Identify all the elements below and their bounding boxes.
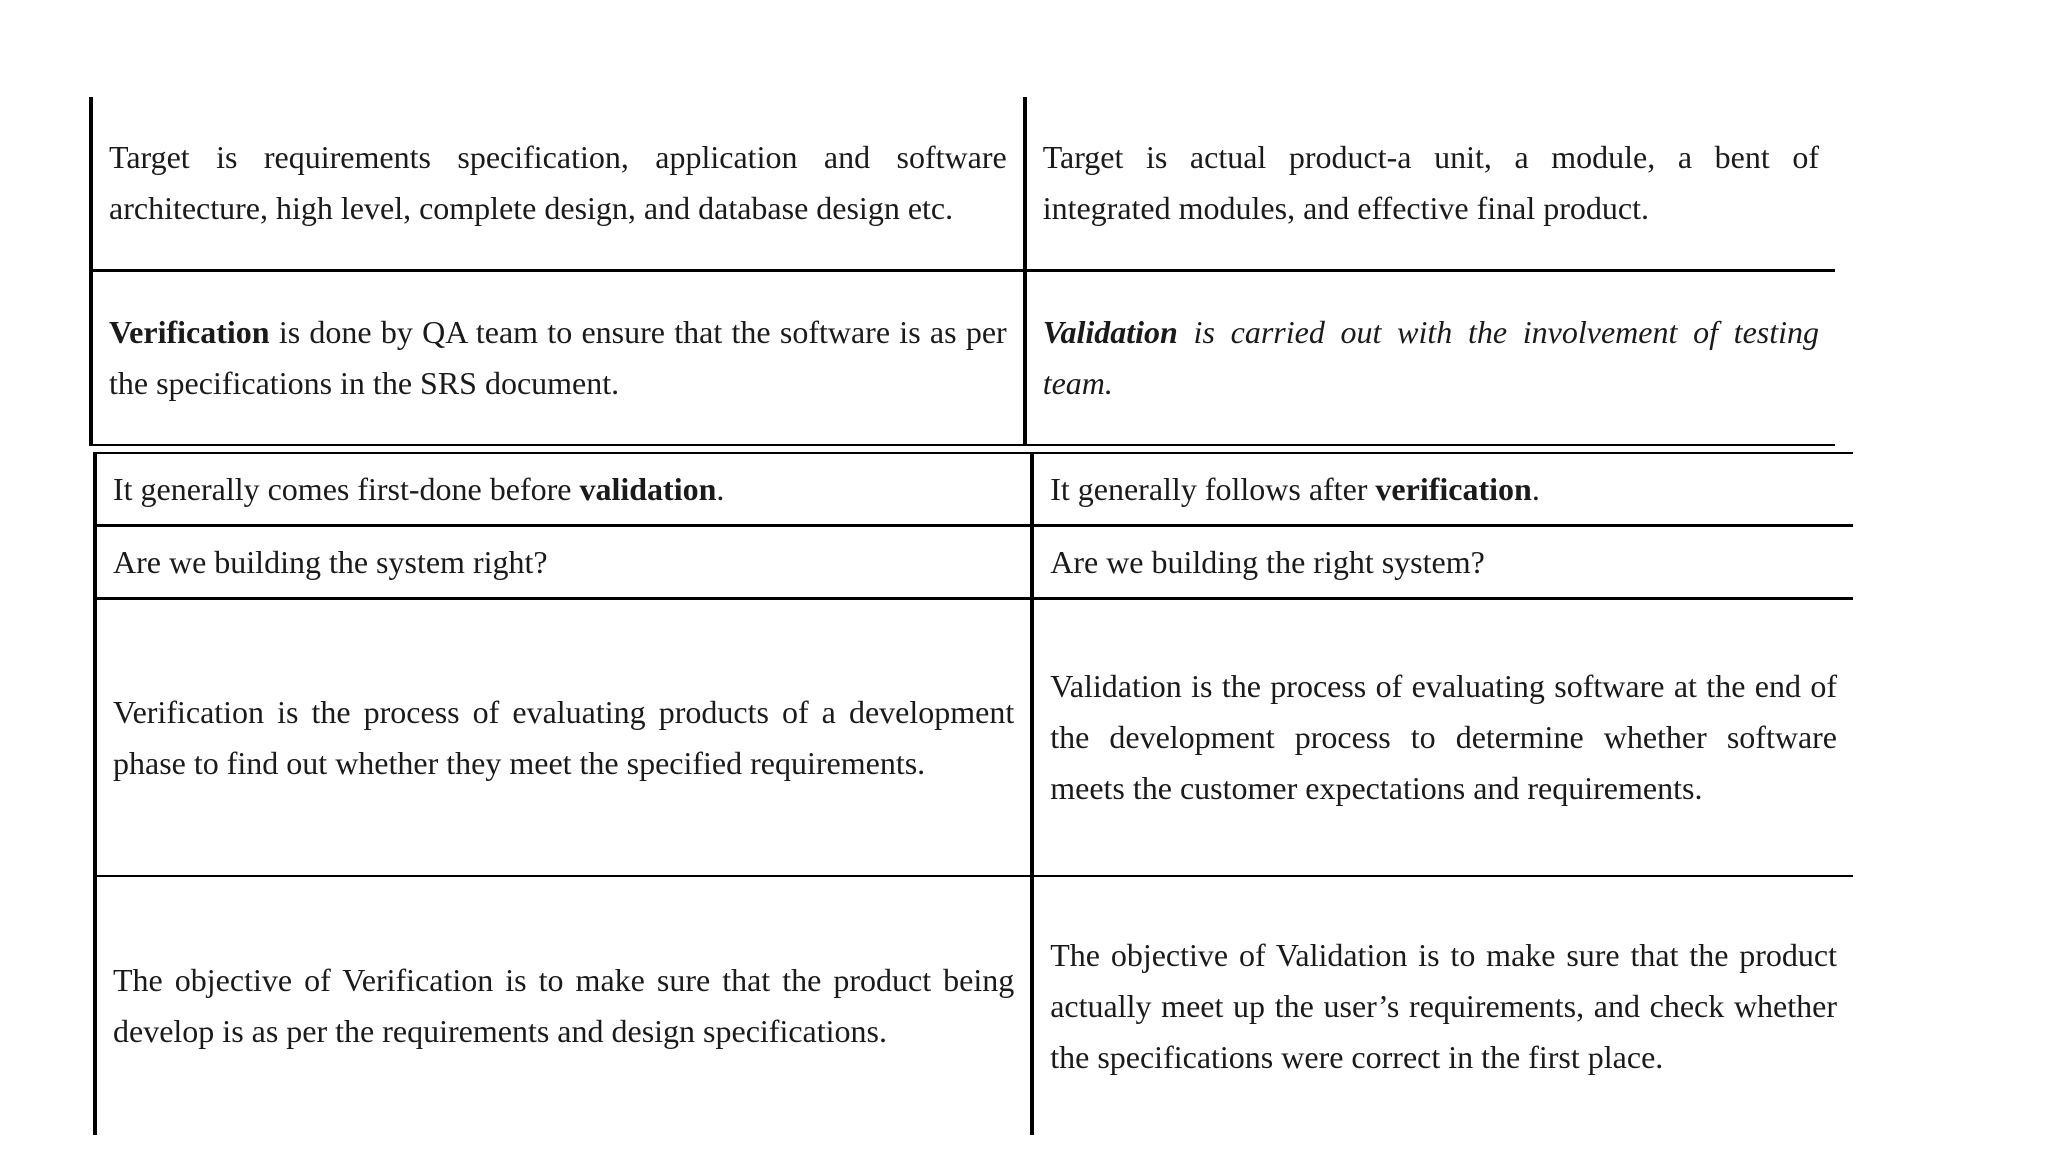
- cell-text: Are we building the system right?: [113, 543, 548, 580]
- verification-cell: [91, 97, 1025, 271]
- validation-cell: [1025, 271, 1835, 446]
- table-row: [95, 453, 1853, 526]
- verification-cell: [91, 271, 1025, 446]
- cell-text: Are we building the right system?: [1050, 543, 1485, 580]
- table-row: [91, 271, 1835, 446]
- verification-cell: [95, 526, 1032, 599]
- comparison-table-lower: [93, 452, 1853, 1135]
- validation-cell: [1032, 876, 1853, 1135]
- cell-text: The objective of Validation is to make sure that the product actually meet up the user’s requirements, and check whether the specifications were correct in the first place.: [1050, 936, 1837, 1075]
- cell-text: is carried out with the involvement of testing team.: [1042, 314, 1819, 401]
- cell-bold-text: Validation: [1042, 314, 1178, 350]
- cell-text: Target is actual product-a unit, a module, a bent of integrated modules, and effective final product.: [1042, 139, 1819, 226]
- comparison-table-upper: [89, 97, 1835, 446]
- cell-text: Validation is the process of evaluating software at the end of the development process to determine whether software meets the customer expectations and requirements.: [1050, 668, 1837, 806]
- verification-cell: [95, 599, 1032, 877]
- validation-cell: [1032, 453, 1853, 526]
- cell-text: The objective of Verification is to make sure that the product being develop is as per the requirements and design specifications.: [113, 962, 1015, 1049]
- cell-text: .: [1531, 470, 1540, 507]
- cell-text: Target is requirements specification, application and software architecture, high level, complete design, and database design etc.: [109, 139, 1007, 226]
- cell-text: .: [716, 470, 725, 507]
- cell-bold-text: validation: [579, 470, 717, 507]
- table-row: [95, 876, 1853, 1135]
- cell-text: It generally follows after: [1050, 470, 1376, 507]
- verification-cell: [95, 876, 1032, 1135]
- cell-text: is done by QA team to ensure that the software is as per the specifications in the SRS document.: [109, 314, 1007, 401]
- cell-bold-text: verification: [1375, 470, 1532, 507]
- table-row: [91, 97, 1835, 271]
- cell-text: Verification is the process of evaluating products of a development phase to find out whether they meet the specified requirements.: [113, 693, 1015, 781]
- validation-cell: [1032, 526, 1853, 599]
- table-row: [95, 526, 1853, 599]
- validation-cell: [1025, 97, 1835, 271]
- cell-bold-text: Verification: [109, 314, 270, 350]
- table-row: [95, 599, 1853, 877]
- validation-cell: [1032, 599, 1853, 877]
- cell-text: It generally comes first-done before: [113, 470, 580, 507]
- verification-cell: [95, 453, 1032, 526]
